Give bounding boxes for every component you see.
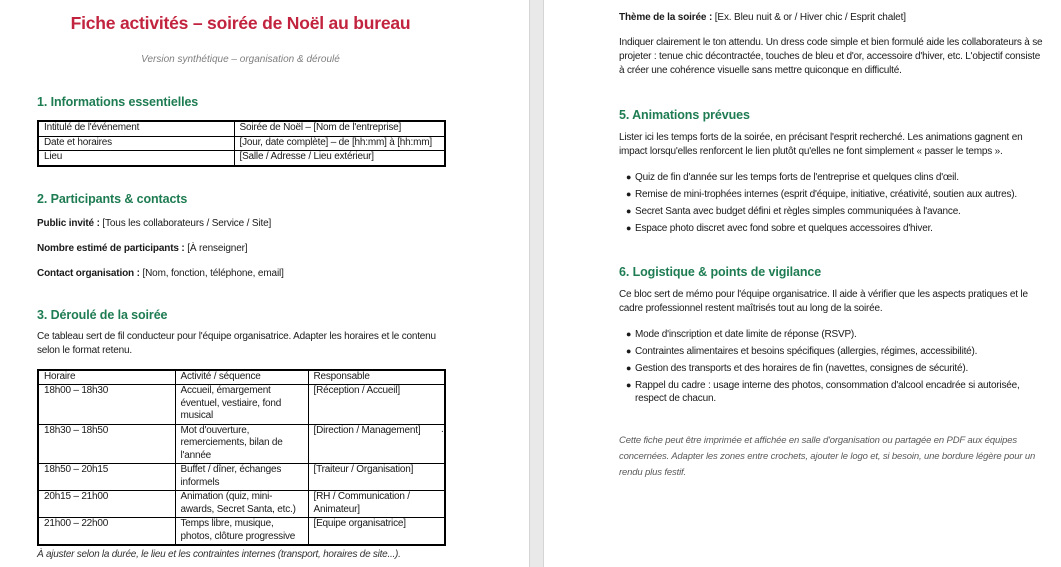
- field-value: [Ex. Bleu nuit & or / Hiver chic / Esprit chalet]: [714, 12, 906, 23]
- cell-activity: Animation (quiz, mini-awards, Secret Santa, etc.): [175, 491, 308, 518]
- table-row: [38, 491, 445, 518]
- cell-owner: [Réception / Accueil]: [308, 385, 445, 425]
- info-cell-label: Intitulé de l'événement: [38, 121, 234, 136]
- logistique-intro: Ce bloc sert de mémo pour l'équipe organisatrice. Il aide à vérifier que les aspects pratiques et le cadre professionnel restent maîtrisés tout au long de la soirée.: [619, 289, 1028, 314]
- cell-owner: [Direction / Management]: [308, 424, 445, 464]
- bullet-icon: ●: [626, 172, 632, 182]
- page-left: [37, 0, 444, 560]
- table-row: [38, 518, 445, 546]
- info-cell-value: Soirée de Noël – [Nom de l'entreprise]: [234, 121, 445, 136]
- page-right: [619, 0, 1048, 481]
- table-row: [38, 136, 445, 151]
- list-item: ● Gestion des transports et des horaires de fin (navettes, consignes de sécurité).: [619, 362, 1048, 375]
- animations-intro: Lister ici les temps forts de la soirée, en précisant l'esprit recherché. Les animations gagnent en impact lorsqu'elles renforcent le lien plutôt qu'elles ne font simplement « passer le temps ».: [619, 132, 1023, 157]
- section-heading-logistique: 6. Logistique & points de vigilance: [619, 265, 822, 279]
- schedule-note: À ajuster selon la durée, le lieu et les contraintes internes (transport, horaires de site...).: [37, 549, 401, 560]
- list-item: ● Espace photo discret avec fond sobre et quelques accessoires d'hiver.: [619, 222, 1048, 235]
- section-heading-deroule: 3. Déroulé de la soirée: [37, 307, 168, 322]
- bullet-icon: ●: [626, 363, 632, 373]
- table-header-row: [38, 370, 445, 385]
- cell-time: 20h15 – 21h00: [38, 491, 175, 518]
- cell-time: 18h50 – 20h15: [38, 464, 175, 491]
- list-item: ● Quiz de fin d'année sur les temps forts de l'entreprise et quelques clins d'œil.: [619, 171, 1048, 184]
- info-table: [37, 120, 446, 167]
- cell-activity: Mot d'ouverture, remerciements, bilan de l'année: [175, 424, 308, 464]
- bullet-icon: ●: [626, 206, 632, 216]
- info-cell-value: [Salle / Adresse / Lieu extérieur]: [234, 151, 445, 166]
- cell-activity: Accueil, émargement éventuel, vestiaire, fond musical: [175, 385, 308, 425]
- header-cell-responsable: Responsable: [308, 370, 445, 385]
- cell-time: 18h00 – 18h30: [38, 385, 175, 425]
- info-cell-value: [Jour, date complète] – de [hh:mm] à [hh:mm]: [234, 136, 445, 151]
- table-row: [38, 385, 445, 425]
- schedule-table: [37, 369, 446, 547]
- document-title: Fiche activités – soirée de Noël au bureau: [70, 13, 411, 33]
- field-contact-organisation: [37, 268, 444, 279]
- field-nombre-participants: [37, 243, 444, 254]
- page-divider: [529, 0, 544, 567]
- table-row: [38, 424, 445, 464]
- bullet-icon: ●: [626, 189, 632, 199]
- field-label: Public invité :: [37, 217, 100, 229]
- table-row: [38, 151, 445, 166]
- cell-time: 21h00 – 22h00: [38, 518, 175, 546]
- document-subtitle: Version synthétique – organisation & déroulé: [141, 54, 340, 65]
- field-label: Nombre estimé de participants :: [37, 242, 185, 254]
- cell-owner: [Traiteur / Organisation]: [308, 464, 445, 491]
- field-value: [À renseigner]: [187, 242, 248, 254]
- table-row: [38, 464, 445, 491]
- section-heading-animations: 5. Animations prévues: [619, 108, 750, 122]
- section-heading-participants: 2. Participants & contacts: [37, 191, 188, 206]
- field-label: Contact organisation :: [37, 267, 140, 279]
- info-cell-label: Date et horaires: [38, 136, 234, 151]
- footer-note: Cette fiche peut être imprimée et affichée en salle d'organisation ou partagée en PDF aux équipes concernées. Adapter les zones entre crochets, ajouter le logo et, si besoin, une bordure légère pour un rendu plus festif.: [619, 435, 1036, 478]
- stray-period-mark: .: [441, 424, 444, 435]
- list-item: ● Remise de mini-trophées internes (esprit d'équipe, initiative, créativité, soutien aux autres).: [619, 188, 1048, 201]
- deroule-intro: Ce tableau sert de fil conducteur pour l'équipe organisatrice. Adapter les horaires et le contenu selon le format retenu.: [37, 330, 436, 356]
- info-cell-label: Lieu: [38, 151, 234, 166]
- list-item: ● Rappel du cadre : usage interne des photos, consommation d'alcool encadrée si autorisée, respect de chacun.: [619, 379, 1048, 405]
- cell-owner: [RH / Communication / Animateur]: [308, 491, 445, 518]
- header-cell-horaire: Horaire: [38, 370, 175, 385]
- bullet-icon: ●: [626, 346, 632, 356]
- field-theme-soiree: [619, 12, 1048, 23]
- list-item: ● Contraintes alimentaires et besoins spécifiques (allergies, régimes, accessibilité).: [619, 345, 1048, 358]
- cell-activity: Temps libre, musique, photos, clôture progressive: [175, 518, 308, 546]
- logistique-list: [619, 328, 1048, 405]
- cell-owner: [Equipe organisatrice]: [308, 518, 445, 546]
- section-heading-informations: 1. Informations essentielles: [37, 95, 199, 109]
- list-item: ● Secret Santa avec budget défini et règles simples communiquées à l'avance.: [619, 205, 1048, 218]
- field-value: [Nom, fonction, téléphone, email]: [142, 267, 284, 279]
- animations-list: [619, 171, 1048, 235]
- table-row: [38, 121, 445, 136]
- field-label: Thème de la soirée :: [619, 12, 713, 23]
- header-cell-activite: Activité / séquence: [175, 370, 308, 385]
- cell-time: 18h30 – 18h50: [38, 424, 175, 464]
- cell-activity: Buffet / dîner, échanges informels: [175, 464, 308, 491]
- theme-paragraph: Indiquer clairement le ton attendu. Un dress code simple et bien formulé aide les collaborateurs à se projeter : tenue chic décontractée, touches de bleu et d'or, accessoire d'hiver, etc. L'objectif consiste à créer une cohérence visuelle sans mettre quiconque en difficulté.: [619, 37, 1043, 76]
- bullet-icon: ●: [626, 223, 632, 233]
- bullet-icon: ●: [626, 380, 632, 390]
- field-value: [Tous les collaborateurs / Service / Site]: [102, 217, 272, 229]
- bullet-icon: ●: [626, 329, 632, 339]
- list-item: ● Mode d'inscription et date limite de réponse (RSVP).: [619, 328, 1048, 341]
- field-public-invite: [37, 218, 444, 229]
